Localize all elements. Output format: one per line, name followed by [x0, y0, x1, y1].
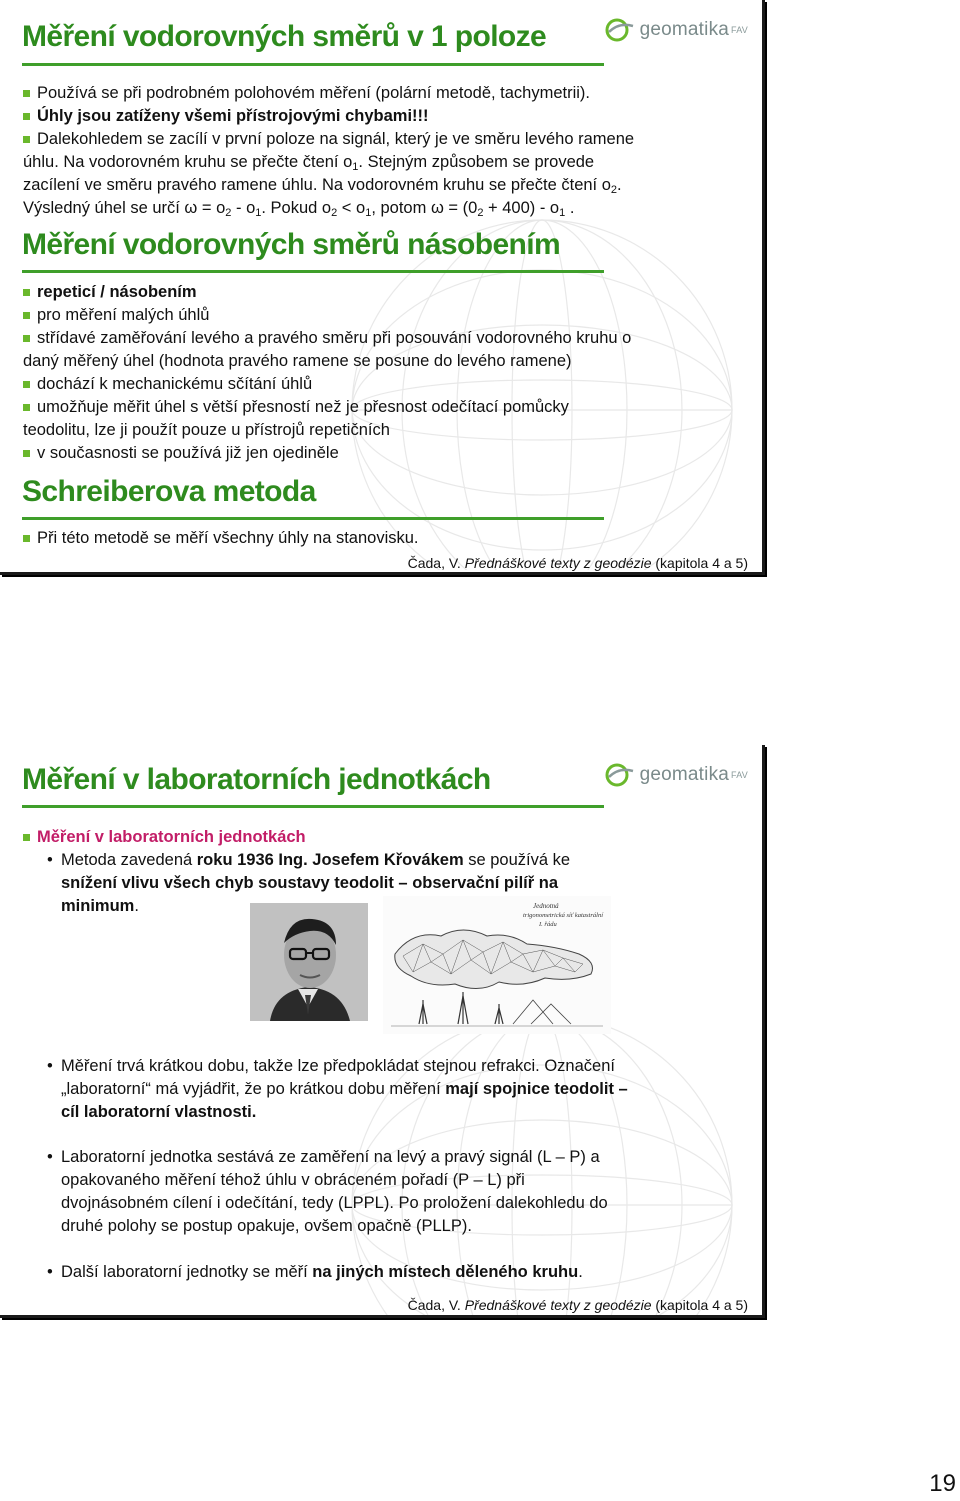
bullet: střídavé zaměřování levého a pravého směru při posouvání vodorovného kruhu o	[23, 327, 631, 350]
slide-1	[0, 0, 765, 575]
continuation: minimum.	[61, 897, 139, 915]
section-3-body	[23, 527, 419, 550]
angle-formula: Výsledný úhel se určí $\omega = o_2 - o_1$. Pokud $o_2 < o_1$, potom $\omega = (0_2 + 400) - o_1$ .	[23, 199, 575, 219]
dot-item: • Další laboratorní jednotky se měří na jiných místech děleného kruhu.	[47, 1261, 583, 1284]
bullet-continuation: daný měřený úhel (hodnota pravého ramene se posune do levého ramene)	[23, 352, 572, 370]
geomatika-logo	[605, 18, 748, 42]
continuation: druhé polohy se postup opakuje, ovšem opačně (PLLP).	[61, 1217, 472, 1235]
dot-item: • Měření trvá krátkou dobu, takže lze předpokládat stejnou refrakci. Označení	[47, 1055, 628, 1078]
continuation: „laboratorní“ má vyjádřit, že po krátkou dobu měření mají spojnice teodolit –	[61, 1080, 628, 1098]
continuation: cíl laboratorní vlastnosti.	[61, 1103, 257, 1121]
continuation: snížení vlivu všech chyb soustavy teodolit – observační pilíř na	[61, 874, 558, 892]
bullet: Při této metodě se měří všechny úhly na stanovisku.	[23, 527, 419, 550]
geomatika-logo-icon	[605, 18, 635, 42]
bullet-continuation: zacílení ve směru pravého ramene úhlu. Na vodorovném kruhu se přečte čtení $o_2$.	[23, 176, 622, 196]
title-underline	[22, 517, 604, 520]
bullet-heading: Měření v laboratorních jednotkách	[23, 826, 306, 849]
krovak-portrait-photo	[250, 903, 368, 1021]
logo-fav: FAV	[731, 25, 748, 35]
citation: Čada, V. Přednáškové texty z geodézie (kapitola 4 a 5)	[407, 555, 748, 571]
map-caption-3: I. řádu	[539, 921, 557, 928]
title-underline	[22, 63, 604, 66]
section-title-3: Schreiberova metoda	[22, 475, 316, 508]
bullet: pro měření malých úhlů	[23, 304, 631, 327]
continuation: dvojnásobném cílení i odečítání, tedy (LPPL). Po proložení dalekohledu do	[61, 1194, 608, 1212]
logo-text: geomatika	[639, 19, 730, 40]
bullet-continuation: úhlu. Na vodorovném kruhu se přečte čtení $o_1$. Stejným způsobem se provede	[23, 153, 595, 173]
logo-text: geomatika	[639, 764, 730, 785]
section-2-body	[23, 281, 631, 465]
map-caption-1: Jednotná	[533, 902, 559, 910]
page-number: 19	[929, 1470, 956, 1497]
title-underline	[22, 805, 604, 808]
trigonometric-network-map	[383, 896, 611, 1034]
map-caption-2: trigonometrická síť katastrální	[523, 912, 603, 919]
bullet: Dalekohledem se zacílí v první poloze na signál, který je ve směru levého ramene	[23, 128, 634, 151]
bullet: v současnosti se používá již jen ojediněle	[23, 442, 631, 465]
citation: Čada, V. Přednáškové texty z geodézie (kapitola 4 a 5)	[407, 1297, 748, 1313]
bullet: Úhly jsou zatíženy všemi přístrojovými chybami!!!	[23, 105, 634, 128]
paragraph-2	[61, 1055, 628, 1124]
paragraph-4	[61, 1261, 583, 1284]
bullet: dochází k mechanickému sčítání úhlů	[23, 373, 631, 396]
continuation: opakovaného měření téhož úhlu v obráceném pořadí (P – L) při	[61, 1171, 525, 1189]
dot-item: • Laboratorní jednotka sestává ze zaměření na levý a pravý signál (L – P) a	[47, 1146, 608, 1169]
geomatika-logo-icon	[605, 763, 635, 787]
section-title-1: Měření vodorovných směrů v 1 poloze	[22, 20, 547, 53]
slide-2-title: Měření v laboratorních jednotkách	[22, 763, 491, 796]
slide-2-body	[23, 826, 306, 849]
geomatika-logo	[605, 763, 748, 787]
section-title-2: Měření vodorovných směrů násobením	[22, 228, 561, 261]
dot-item: • Metoda zavedená roku 1936 Ing. Josefem Křovákem se používá ke	[47, 849, 570, 872]
section-1-body	[23, 82, 634, 220]
bullet: repeticí / násobením	[23, 281, 631, 304]
bullet: umožňuje měřit úhel s větší přesností než je přesnost odečítací pomůcky	[23, 396, 631, 419]
logo-fav: FAV	[731, 770, 748, 780]
title-underline	[22, 270, 604, 273]
bullet: Používá se při podrobném polohovém měření (polární metodě, tachymetrii).	[23, 82, 634, 105]
bullet-continuation: teodolitu, lze ji použít pouze u přístrojů repetičních	[23, 421, 390, 439]
paragraph-3	[61, 1146, 608, 1238]
